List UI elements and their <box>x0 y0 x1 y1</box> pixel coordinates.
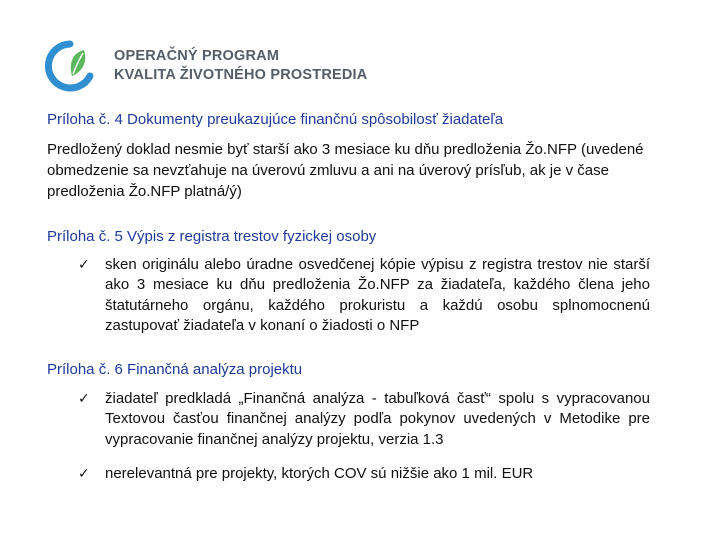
logo-mark-icon <box>42 38 98 94</box>
annex4-body: Predložený doklad nesmie byť starší ako 3 mesiace ku dňu predloženia Žo.NFP (uvedené obmedzenie sa nevzťahuje na úverovú zmluvu a ani na úverový prísľub, ak je v čase predloženia Žo.NFP platná/ý) <box>47 141 644 200</box>
annex5-heading: Príloha č. 5 Výpis z registra trestov fyzickej osoby <box>47 228 377 245</box>
list-item <box>78 464 650 484</box>
list-item <box>78 255 650 336</box>
check-icon: ✓ <box>78 391 90 407</box>
check-icon: ✓ <box>78 465 90 482</box>
bullet-text: žiadateľ predkladá „Finančná analýza - tabuľková časť“ spolu s vypracovanou Textovou časťou finančnej analýzy podľa pokynov uvedených v Metodike pre vypracovanie finančnej analýzy projektu, verzia 1.3 <box>105 390 650 448</box>
logo-line-2: KVALITA ŽIVOTNÉHO PROSTREDIA <box>114 67 368 83</box>
annex5-list <box>78 255 650 336</box>
list-item <box>78 389 650 450</box>
logo-text <box>114 47 367 85</box>
annex6-heading: Príloha č. 6 Finančná analýza projektu <box>47 361 303 378</box>
program-logo <box>42 38 372 98</box>
annex4-heading: Príloha č. 4 Dokumenty preukazujúce finančnú spôsobilosť žiadateľa <box>47 111 504 128</box>
annex6-list <box>78 389 650 484</box>
bullet-text: nerelevantná pre projekty, ktorých COV sú nižšie ako 1 mil. EUR <box>105 464 534 482</box>
bullet-text: sken originálu alebo úradne osvedčenej kópie výpisu z registra trestov nie starší ako 3 mesiace ku dňu predloženia Žo.NFP za žiadateľa, každého člena jeho štatutárneho orgánu, každého prokuristu a každú osobu splnomocnenú zastupovať žiadateľa v konaní o žiadosti o NFP <box>105 256 650 334</box>
check-icon: ✓ <box>78 257 90 273</box>
logo-line-1: OPERAČNÝ PROGRAM <box>114 48 280 64</box>
